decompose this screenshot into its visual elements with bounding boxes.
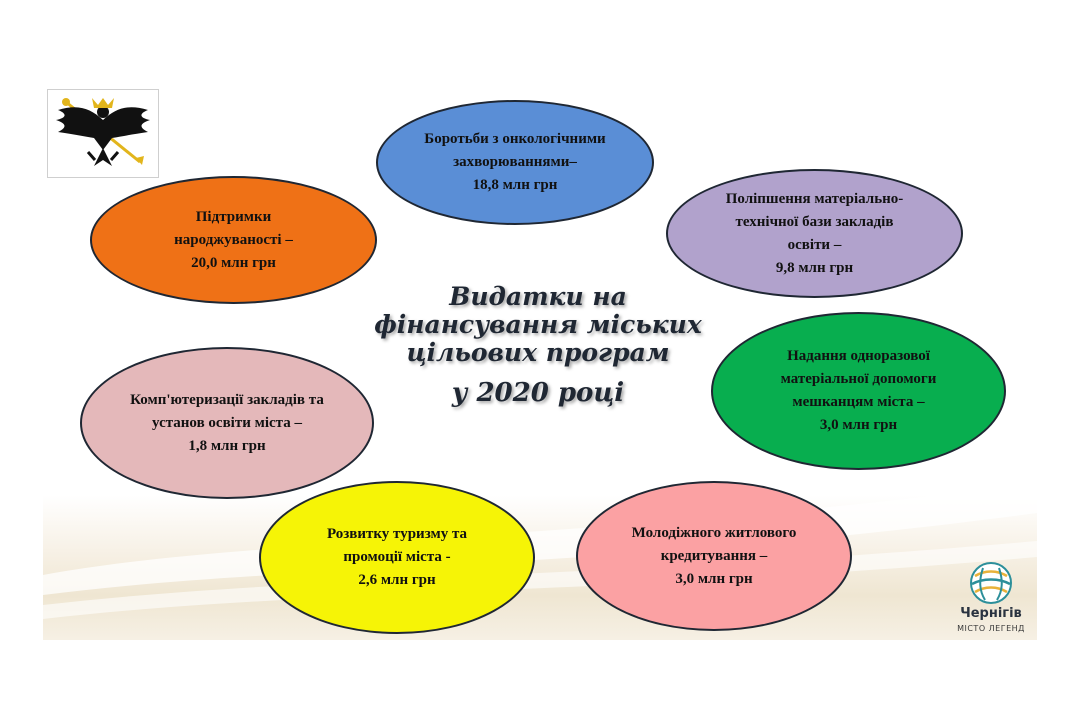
program-oncology-ellipse (376, 100, 654, 225)
city-logo-tagline: МІСТО ЛЕГЕНД (957, 624, 1025, 633)
program-education-base-amount: 9,8 млн грн (775, 259, 854, 276)
slide-title-line-3: цільових програм (406, 338, 670, 367)
slide (43, 83, 1037, 640)
program-one-time-aid-amount: 3,0 млн грн (819, 417, 898, 433)
program-birth-support-amount: 20,0 млн грн (191, 254, 276, 271)
program-youth-housing-amount: 3,0 млн грн (675, 570, 753, 587)
slide-title-year: у 2020 році (451, 378, 625, 408)
program-computerization-line-1: Комп'ютеризації закладів та (130, 391, 324, 408)
program-one-time-aid-line-3: мешканцям міста – (792, 394, 925, 410)
program-oncology-line-1: Боротьби з онкологічними (424, 131, 606, 147)
program-computerization-line-2: установ освіти міста – (152, 414, 302, 431)
program-youth-housing-ellipse (576, 481, 852, 631)
program-computerization-amount: 1,8 млн грн (188, 437, 266, 454)
program-education-base-line-2: технічної бази закладів (735, 213, 894, 230)
program-birth-support-ellipse (90, 176, 377, 304)
slide-title (373, 283, 703, 407)
program-oncology-line-2: захворюваннями– (453, 154, 577, 170)
chernihiv-yarn-ball-icon (963, 560, 1019, 606)
program-one-time-aid-ellipse (711, 312, 1006, 470)
program-computerization-ellipse (80, 347, 374, 499)
program-one-time-aid-line-1: Надання одноразової (787, 348, 930, 364)
slide-title-line-2: фінансування міських (374, 310, 702, 339)
program-tourism-amount: 2,6 млн грн (358, 572, 436, 588)
program-birth-support-line-1: Підтримки (195, 208, 272, 225)
program-education-base-line-3: освіти – (787, 236, 842, 253)
chernihiv-coat-of-arms-icon (47, 89, 159, 178)
program-tourism-line-1: Розвитку туризму та (326, 526, 468, 542)
program-oncology-amount: 18,8 млн грн (472, 177, 558, 193)
program-education-base-ellipse (666, 169, 963, 298)
city-logo-name: Чернігів (960, 606, 1022, 621)
program-birth-support-line-2: народжуваності – (174, 231, 293, 248)
program-youth-housing-line-2: кредитування – (660, 547, 768, 564)
slide-title-line-1: Видатки на (449, 282, 627, 311)
program-tourism-line-2: промоції міста - (343, 549, 451, 565)
program-education-base-line-1: Поліпшення матеріально- (725, 190, 904, 207)
program-youth-housing-line-1: Молодіжного житлового (631, 524, 797, 541)
program-tourism-ellipse (259, 481, 535, 634)
program-one-time-aid-line-2: матеріальної допомоги (780, 371, 937, 387)
chernihiv-city-logo (953, 560, 1033, 635)
